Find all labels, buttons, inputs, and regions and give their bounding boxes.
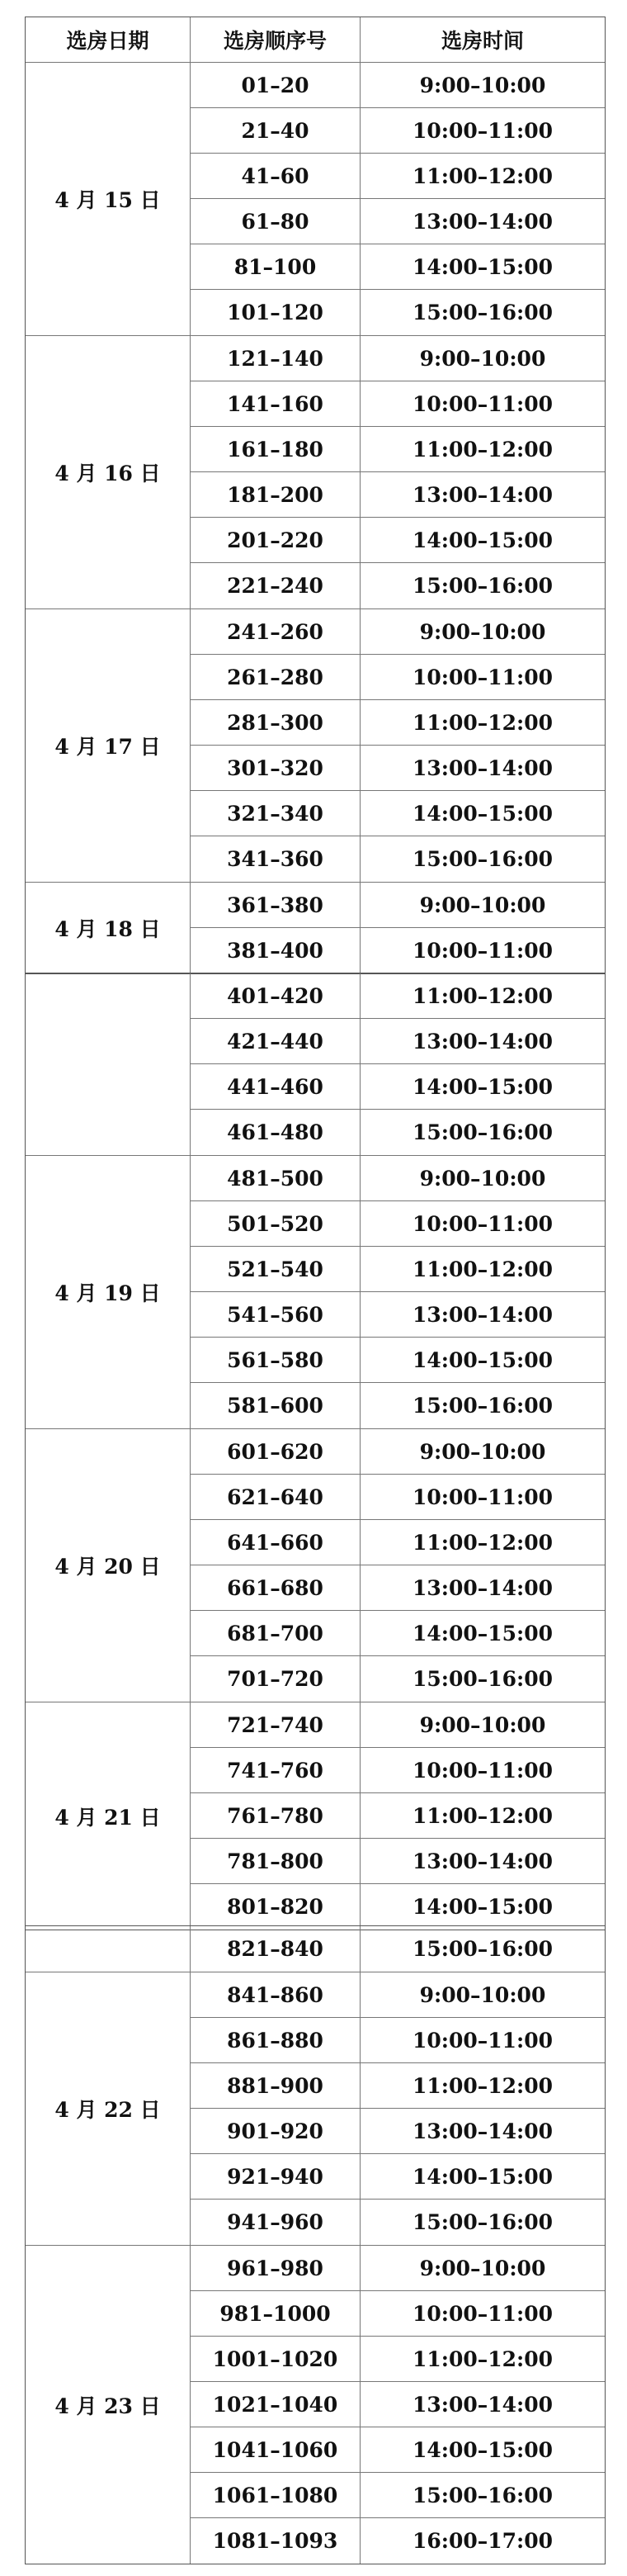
seq-cell: 481–500 bbox=[191, 1156, 361, 1200]
group-rows bbox=[191, 609, 605, 882]
time-cell: 14:00–15:00 bbox=[412, 528, 554, 552]
table-row bbox=[191, 1839, 605, 1884]
seq-cell: 501–520 bbox=[191, 1201, 361, 1246]
seq-cell: 361–380 bbox=[191, 883, 361, 927]
group-rows bbox=[191, 1429, 605, 1702]
date-group bbox=[26, 1702, 605, 1930]
table-row bbox=[191, 1292, 605, 1338]
seq-cell: 241–260 bbox=[191, 609, 361, 654]
table-row bbox=[191, 63, 605, 108]
time-cell: 15:00–16:00 bbox=[412, 1394, 554, 1418]
date-cell: 4 月 18 日 bbox=[26, 883, 191, 973]
group-rows bbox=[191, 336, 605, 608]
time-cell: 13:00–14:00 bbox=[412, 482, 554, 507]
table-row bbox=[191, 928, 605, 973]
date-cell: 4 月 22 日 bbox=[26, 1972, 191, 2245]
seq-cell: 281–300 bbox=[191, 700, 361, 745]
seq-cell: 61–80 bbox=[191, 199, 361, 244]
schedule-table-part-1 bbox=[25, 17, 606, 974]
time-cell: 9:00–10:00 bbox=[419, 1439, 546, 1464]
time-cell: 11:00–12:00 bbox=[412, 437, 554, 462]
time-cell: 13:00–14:00 bbox=[412, 2119, 554, 2143]
table-row bbox=[191, 336, 605, 381]
time-cell: 13:00–14:00 bbox=[412, 209, 554, 234]
time-cell: 10:00–11:00 bbox=[412, 665, 554, 689]
time-cell: 14:00–15:00 bbox=[412, 1347, 554, 1372]
header-date: 选房日期 bbox=[26, 17, 191, 62]
schedule-table-part-3 bbox=[25, 1925, 606, 2564]
time-cell: 14:00–15:00 bbox=[412, 1074, 554, 1099]
seq-cell: 161–180 bbox=[191, 427, 361, 471]
time-cell: 11:00–12:00 bbox=[412, 163, 554, 188]
date-group bbox=[26, 883, 605, 973]
table-row bbox=[191, 2291, 605, 2337]
seq-cell: 201–220 bbox=[191, 518, 361, 562]
time-cell: 15:00–16:00 bbox=[412, 1120, 554, 1144]
seq-cell: 641–660 bbox=[191, 1520, 361, 1565]
seq-cell: 821–840 bbox=[191, 1926, 361, 1972]
table-row bbox=[191, 1565, 605, 1611]
group-rows bbox=[191, 883, 605, 973]
time-cell: 14:00–15:00 bbox=[412, 254, 554, 279]
table-row bbox=[191, 1247, 605, 1292]
table-row bbox=[191, 1748, 605, 1793]
table-row bbox=[191, 1926, 605, 1972]
seq-cell: 1061–1080 bbox=[191, 2473, 361, 2517]
date-cell: 4 月 21 日 bbox=[26, 1702, 191, 1930]
time-cell: 9:00–10:00 bbox=[419, 73, 546, 97]
date-cell: 4 月 20 日 bbox=[26, 1429, 191, 1702]
time-cell: 14:00–15:00 bbox=[412, 801, 554, 826]
time-cell: 15:00–16:00 bbox=[412, 2210, 554, 2234]
date-cell bbox=[26, 973, 191, 1155]
time-cell: 10:00–11:00 bbox=[412, 2028, 554, 2053]
date-group bbox=[26, 1429, 605, 1702]
table-row bbox=[191, 2200, 605, 2245]
table-row bbox=[191, 609, 605, 655]
table-row bbox=[191, 199, 605, 244]
group-rows bbox=[191, 1156, 605, 1428]
seq-cell: 701–720 bbox=[191, 1656, 361, 1702]
time-cell: 11:00–12:00 bbox=[412, 1530, 554, 1555]
time-cell: 13:00–14:00 bbox=[412, 755, 554, 780]
table-row bbox=[191, 655, 605, 700]
table-row bbox=[191, 1201, 605, 1247]
time-cell: 9:00–10:00 bbox=[419, 893, 546, 917]
table-row bbox=[191, 2337, 605, 2382]
table-row bbox=[191, 746, 605, 791]
table-row bbox=[191, 836, 605, 882]
time-cell: 9:00–10:00 bbox=[419, 2256, 546, 2280]
seq-cell: 521–540 bbox=[191, 1247, 361, 1291]
table-row bbox=[191, 1338, 605, 1383]
time-cell: 14:00–15:00 bbox=[412, 1621, 554, 1646]
group-rows bbox=[191, 63, 605, 335]
seq-cell: 581–600 bbox=[191, 1383, 361, 1428]
group-rows bbox=[191, 1972, 605, 2245]
table-row bbox=[191, 883, 605, 928]
date-group bbox=[26, 1926, 605, 1972]
table-row bbox=[191, 1475, 605, 1520]
time-cell: 15:00–16:00 bbox=[412, 1667, 554, 1691]
seq-cell: 341–360 bbox=[191, 836, 361, 882]
seq-cell: 601–620 bbox=[191, 1429, 361, 1474]
time-cell: 11:00–12:00 bbox=[412, 710, 554, 735]
time-cell: 16:00–17:00 bbox=[412, 2529, 554, 2553]
time-cell: 9:00–10:00 bbox=[419, 1982, 546, 2007]
seq-cell: 41–60 bbox=[191, 154, 361, 198]
seq-cell: 421–440 bbox=[191, 1019, 361, 1063]
date-cell: 4 月 19 日 bbox=[26, 1156, 191, 1428]
table-row bbox=[191, 381, 605, 427]
table-row bbox=[191, 154, 605, 199]
seq-cell: 01–20 bbox=[191, 63, 361, 107]
date-group bbox=[26, 1972, 605, 2246]
time-cell: 15:00–16:00 bbox=[412, 2483, 554, 2507]
time-cell: 11:00–12:00 bbox=[412, 2346, 554, 2371]
table-row bbox=[191, 1019, 605, 1064]
date-group bbox=[26, 336, 605, 609]
seq-cell: 841–860 bbox=[191, 1972, 361, 2017]
table-row bbox=[191, 2518, 605, 2564]
date-group bbox=[26, 2246, 605, 2564]
time-cell: 10:00–11:00 bbox=[412, 1211, 554, 1236]
time-cell: 10:00–11:00 bbox=[412, 939, 554, 963]
time-cell: 14:00–15:00 bbox=[412, 2164, 554, 2189]
date-group bbox=[26, 609, 605, 883]
group-rows bbox=[191, 973, 605, 1155]
table-row bbox=[191, 1656, 605, 1702]
table-row bbox=[191, 427, 605, 472]
date-group bbox=[26, 63, 605, 336]
date-cell: 4 月 23 日 bbox=[26, 2246, 191, 2564]
table-row bbox=[191, 791, 605, 836]
seq-cell: 1081–1093 bbox=[191, 2518, 361, 2564]
seq-cell: 301–320 bbox=[191, 746, 361, 790]
table-row bbox=[191, 1972, 605, 2018]
time-cell: 15:00–16:00 bbox=[412, 847, 554, 871]
time-cell: 9:00–10:00 bbox=[419, 1712, 546, 1737]
table-row bbox=[191, 1429, 605, 1475]
seq-cell: 321–340 bbox=[191, 791, 361, 836]
table-row bbox=[191, 2382, 605, 2427]
date-group bbox=[26, 973, 605, 1156]
seq-cell: 861–880 bbox=[191, 2018, 361, 2062]
table-row bbox=[191, 973, 605, 1019]
seq-cell: 141–160 bbox=[191, 381, 361, 426]
time-cell: 11:00–12:00 bbox=[412, 983, 554, 1008]
table-row bbox=[191, 518, 605, 563]
seq-cell: 741–760 bbox=[191, 1748, 361, 1792]
header-row bbox=[26, 17, 605, 63]
date-cell: 4 月 17 日 bbox=[26, 609, 191, 882]
seq-cell: 1021–1040 bbox=[191, 2382, 361, 2427]
seq-cell: 561–580 bbox=[191, 1338, 361, 1382]
seq-cell: 981–1000 bbox=[191, 2291, 361, 2336]
table-row bbox=[191, 2063, 605, 2109]
time-cell: 15:00–16:00 bbox=[412, 1937, 554, 1961]
date-group bbox=[26, 1156, 605, 1429]
table-body bbox=[26, 1926, 605, 2564]
time-cell: 14:00–15:00 bbox=[412, 1895, 554, 1919]
date-cell: 4 月 16 日 bbox=[26, 336, 191, 608]
seq-cell: 661–680 bbox=[191, 1565, 361, 1610]
table-body bbox=[26, 973, 605, 1930]
seq-cell: 621–640 bbox=[191, 1475, 361, 1519]
seq-cell: 101–120 bbox=[191, 290, 361, 335]
date-cell bbox=[26, 1926, 191, 1972]
time-cell: 13:00–14:00 bbox=[412, 1575, 554, 1600]
seq-cell: 121–140 bbox=[191, 336, 361, 381]
seq-cell: 801–820 bbox=[191, 1884, 361, 1930]
table-row bbox=[191, 108, 605, 154]
table-row bbox=[191, 1793, 605, 1839]
table-row bbox=[191, 1110, 605, 1155]
table-row bbox=[191, 1383, 605, 1428]
table-row bbox=[191, 563, 605, 608]
time-cell: 13:00–14:00 bbox=[412, 1849, 554, 1873]
table-row bbox=[191, 1702, 605, 1748]
table-row bbox=[191, 2109, 605, 2154]
time-cell: 10:00–11:00 bbox=[412, 1758, 554, 1783]
seq-cell: 21–40 bbox=[191, 108, 361, 153]
time-cell: 10:00–11:00 bbox=[412, 118, 554, 143]
time-cell: 11:00–12:00 bbox=[412, 1257, 554, 1281]
table-row bbox=[191, 244, 605, 290]
seq-cell: 1041–1060 bbox=[191, 2427, 361, 2472]
group-rows bbox=[191, 2246, 605, 2564]
seq-cell: 721–740 bbox=[191, 1702, 361, 1747]
table-row bbox=[191, 2018, 605, 2063]
seq-cell: 941–960 bbox=[191, 2200, 361, 2245]
time-cell: 9:00–10:00 bbox=[419, 619, 546, 644]
table-row bbox=[191, 290, 605, 335]
time-cell: 14:00–15:00 bbox=[412, 2437, 554, 2462]
seq-cell: 81–100 bbox=[191, 244, 361, 289]
seq-cell: 221–240 bbox=[191, 563, 361, 608]
seq-cell: 1001–1020 bbox=[191, 2337, 361, 2381]
table-row bbox=[191, 1884, 605, 1930]
table-row bbox=[191, 1064, 605, 1110]
table-row bbox=[191, 1156, 605, 1201]
time-cell: 13:00–14:00 bbox=[412, 2392, 554, 2417]
time-cell: 11:00–12:00 bbox=[412, 2073, 554, 2098]
table-row bbox=[191, 2246, 605, 2291]
table-row bbox=[191, 1611, 605, 1656]
time-cell: 9:00–10:00 bbox=[419, 346, 546, 371]
time-cell: 15:00–16:00 bbox=[412, 574, 554, 598]
seq-cell: 781–800 bbox=[191, 1839, 361, 1883]
schedule-table-part-2 bbox=[25, 973, 606, 1930]
group-rows bbox=[191, 1702, 605, 1930]
seq-cell: 441–460 bbox=[191, 1064, 361, 1109]
time-cell: 13:00–14:00 bbox=[412, 1029, 554, 1054]
table-row bbox=[191, 2427, 605, 2473]
seq-cell: 261–280 bbox=[191, 655, 361, 699]
seq-cell: 901–920 bbox=[191, 2109, 361, 2153]
table-row bbox=[191, 700, 605, 746]
table-row bbox=[191, 1520, 605, 1565]
group-rows bbox=[191, 1926, 605, 1972]
time-cell: 15:00–16:00 bbox=[412, 301, 554, 324]
header-seq: 选房顺序号 bbox=[191, 17, 361, 62]
seq-cell: 881–900 bbox=[191, 2063, 361, 2108]
seq-cell: 681–700 bbox=[191, 1611, 361, 1655]
table-row bbox=[191, 472, 605, 518]
seq-cell: 761–780 bbox=[191, 1793, 361, 1838]
date-cell: 4 月 15 日 bbox=[26, 63, 191, 335]
time-cell: 13:00–14:00 bbox=[412, 1302, 554, 1327]
table-body bbox=[26, 63, 605, 973]
time-cell: 10:00–11:00 bbox=[412, 1485, 554, 1509]
seq-cell: 921–940 bbox=[191, 2154, 361, 2199]
seq-cell: 381–400 bbox=[191, 928, 361, 973]
seq-cell: 181–200 bbox=[191, 472, 361, 517]
seq-cell: 541–560 bbox=[191, 1292, 361, 1337]
time-cell: 10:00–11:00 bbox=[412, 2301, 554, 2326]
seq-cell: 401–420 bbox=[191, 973, 361, 1018]
seq-cell: 461–480 bbox=[191, 1110, 361, 1155]
time-cell: 10:00–11:00 bbox=[412, 391, 554, 416]
time-cell: 11:00–12:00 bbox=[412, 1803, 554, 1828]
table-row bbox=[191, 2154, 605, 2200]
time-cell: 9:00–10:00 bbox=[419, 1166, 546, 1191]
table-row bbox=[191, 2473, 605, 2518]
seq-cell: 961–980 bbox=[191, 2246, 361, 2290]
header-time: 选房时间 bbox=[441, 29, 524, 53]
